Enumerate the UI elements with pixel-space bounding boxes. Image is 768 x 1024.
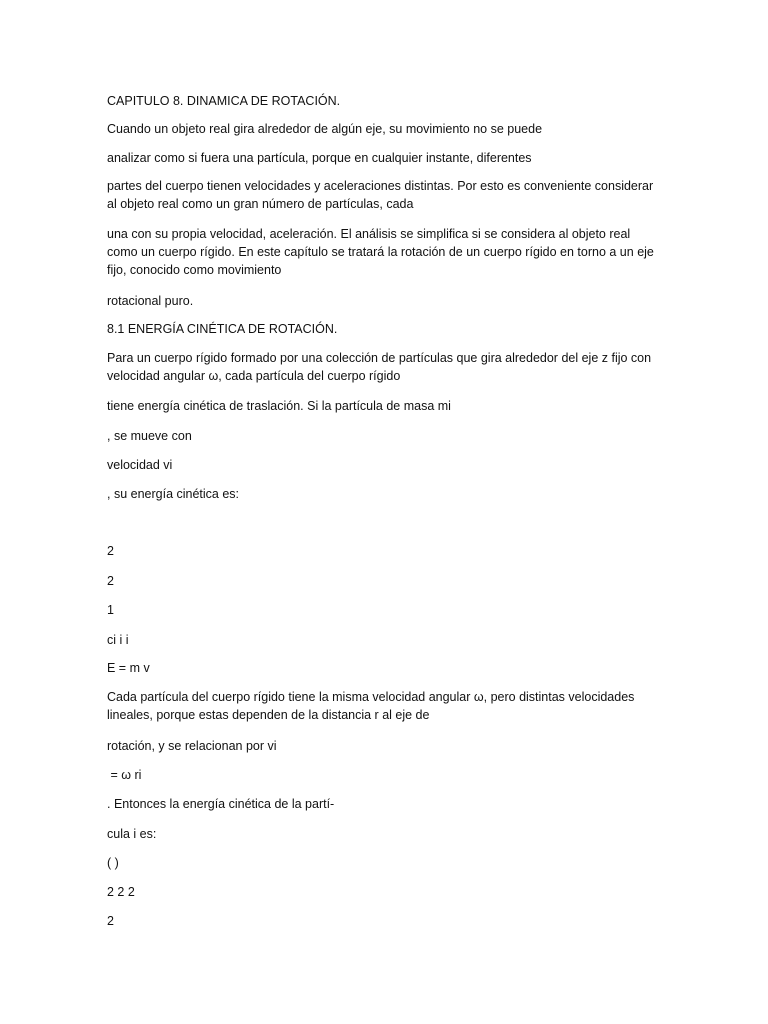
section-heading: 8.1 ENERGÍA CINÉTICA DE ROTACIÓN. bbox=[107, 322, 338, 336]
paragraph-line: partes del cuerpo tienen velocidades y aceleraciones distintas. Por esto es conveniente considerar al objeto real como un gran número de partículas, cada bbox=[107, 179, 654, 211]
paragraph-line: analizar como si fuera una partícula, porque en cualquier instante, diferentes bbox=[107, 151, 532, 165]
paragraph-line: una con su propia velocidad, aceleración. El análisis se simplifica si se considera al objeto real como un cuerpo rígido. En este capítulo se tratará la rotación de un cuerpo rígido en torno a un eje fijo, conocido como movimiento bbox=[107, 227, 654, 277]
paragraph-line: rotacional puro. bbox=[107, 294, 194, 308]
formula-fragment: ci i i bbox=[107, 633, 129, 647]
paragraph-line: tiene energía cinética de traslación. Si la partícula de masa mi bbox=[107, 399, 451, 413]
paragraph-line: rotación, y se relacionan por vi bbox=[107, 739, 277, 753]
paragraph-line: = ω ri bbox=[107, 768, 142, 782]
paragraph-line: , su energía cinética es: bbox=[107, 487, 240, 501]
paragraph-line: , se mueve con bbox=[107, 429, 192, 443]
paragraph-line: Cuando un objeto real gira alrededor de algún eje, su movimiento no se puede bbox=[107, 122, 543, 136]
paragraph-line: velocidad vi bbox=[107, 458, 173, 472]
formula-fragment: 2 2 2 bbox=[107, 885, 135, 899]
formula-fragment: 2 bbox=[107, 914, 114, 928]
paragraph-line: Para un cuerpo rígido formado por una colección de partículas que gira alrededor del eje z fijo con velocidad angular ω, cada partícula del cuerpo rígido bbox=[107, 351, 652, 383]
formula-fragment: 1 bbox=[107, 603, 114, 617]
formula-fragment: 2 bbox=[107, 544, 114, 558]
formula-fragment: E = m v bbox=[107, 661, 150, 675]
formula-fragment: ( ) bbox=[107, 856, 119, 870]
paragraph-line: Cada partícula del cuerpo rígido tiene la misma velocidad angular ω, pero distintas velocidades lineales, porque estas dependen de la distancia r al eje de bbox=[107, 690, 635, 722]
paragraph-line: . Entonces la energía cinética de la partí- bbox=[107, 797, 335, 811]
paragraph-line: cula i es: bbox=[107, 827, 157, 841]
formula-fragment: 2 bbox=[107, 574, 114, 588]
chapter-title: CAPITULO 8. DINAMICA DE ROTACIÓN. bbox=[107, 94, 341, 108]
